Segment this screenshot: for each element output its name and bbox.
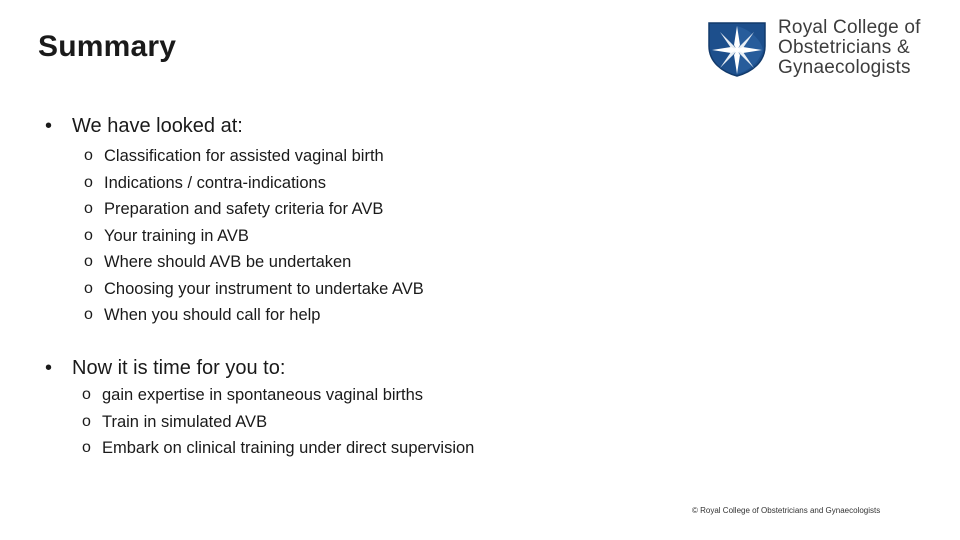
list-item-text: When you should call for help: [104, 306, 321, 324]
sub-marker: o: [84, 200, 93, 217]
list-item: [84, 170, 424, 197]
list-item-text: gain expertise in spontaneous vaginal births: [102, 386, 424, 404]
sub-marker: o: [82, 439, 91, 456]
list-item: [84, 249, 424, 276]
rcog-logo: [706, 18, 936, 80]
copyright-footer: © Royal College of Obstetricians and Gynaecologists: [692, 506, 881, 515]
logo-line-1: Royal College of: [778, 17, 921, 38]
list-item-text: Where should AVB be undertaken: [104, 253, 352, 271]
list-item: [82, 409, 474, 436]
list-item-text: Embark on clinical training under direct supervision: [102, 439, 475, 457]
list-item-text: Your training in AVB: [104, 226, 249, 245]
list-item: [82, 382, 474, 409]
heading-text: Now it is time for you to:: [72, 357, 286, 379]
list-item-text: Indications / contra-indications: [104, 173, 326, 192]
section-looked-at: [45, 113, 424, 329]
list-item: [84, 196, 424, 223]
shield-star-icon: [706, 20, 768, 78]
list-item: [84, 223, 424, 250]
logo-line-3: Gynaecologists: [778, 57, 911, 78]
list-item-text: Classification for assisted vaginal birth: [104, 147, 384, 165]
sub-marker: o: [84, 279, 93, 297]
bullet-marker: •: [45, 357, 53, 379]
bullet-marker: •: [45, 115, 53, 137]
list-item: [84, 302, 424, 329]
list-item-text: Preparation and safety criteria for AVB: [104, 200, 384, 218]
logo-line-2: Obstetricians &: [778, 37, 910, 58]
sub-marker: o: [84, 147, 93, 164]
section-time-for-you: [45, 355, 474, 462]
sub-marker: o: [82, 412, 91, 430]
list-item: [84, 276, 424, 303]
list-item-text: Train in simulated AVB: [102, 412, 268, 431]
list-item-text: Choosing your instrument to undertake AVB: [104, 279, 424, 298]
sub-marker: o: [84, 226, 93, 244]
heading-text: We have looked at:: [72, 115, 243, 137]
section-heading: [45, 113, 424, 139]
sub-marker: o: [82, 386, 91, 403]
sub-list: [84, 143, 424, 329]
sub-marker: o: [84, 173, 93, 191]
list-item: [84, 143, 424, 170]
sub-list: [82, 382, 474, 462]
slide-title: Summary: [38, 30, 177, 63]
sub-marker: o: [84, 253, 93, 270]
sub-marker: o: [84, 306, 93, 323]
section-heading: [45, 355, 474, 381]
logo-text: [778, 18, 921, 78]
list-item: [82, 435, 474, 462]
